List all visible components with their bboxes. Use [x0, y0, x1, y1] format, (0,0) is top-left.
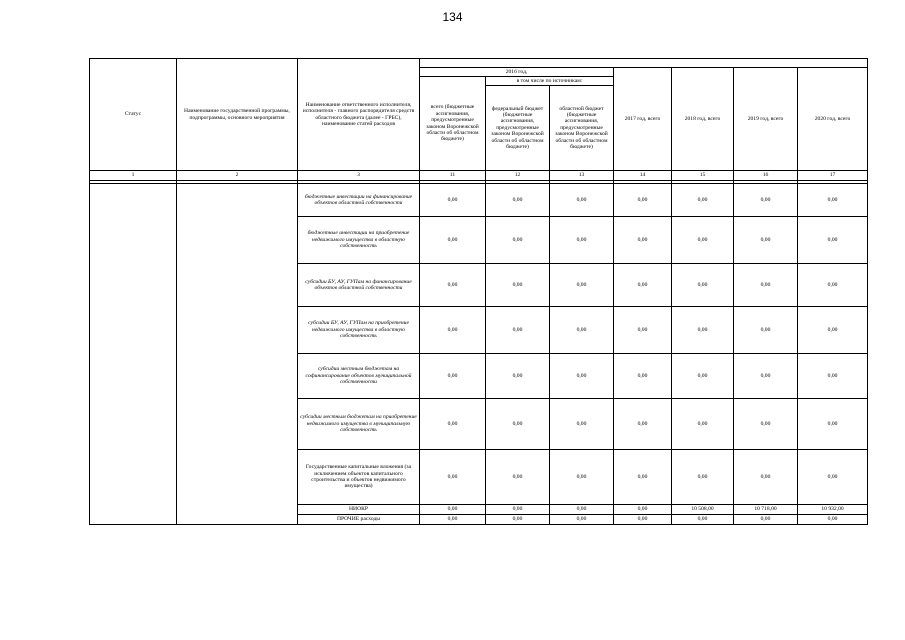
header-executor: Наименование ответственного исполнителя, исполнителя - главного распорядителя средств областного бюджета (далее - ГРБС), наименование статей расходов [298, 59, 420, 171]
value-cell: 0,00 [672, 399, 734, 450]
value-cell: 0,00 [734, 217, 798, 264]
value-cell: 0,00 [486, 515, 550, 525]
value-cell: 0,00 [550, 307, 614, 354]
value-cell: 0,00 [486, 307, 550, 354]
column-number: 14 [614, 171, 672, 181]
column-number: 16 [734, 171, 798, 181]
value-cell: 0,00 [420, 217, 486, 264]
value-cell: 0,00 [734, 515, 798, 525]
header-program: Наименование государственной программы, подпрограммы, основного мероприятия [177, 59, 298, 171]
value-cell: 0,00 [486, 354, 550, 399]
header-2017: 2017 год, всего [614, 68, 672, 171]
value-cell: 0,00 [486, 399, 550, 450]
header-spacer-row [90, 59, 868, 68]
column-number: 1 [90, 171, 177, 181]
column-number: 15 [672, 171, 734, 181]
value-cell: 0,00 [550, 354, 614, 399]
value-cell: 0,00 [734, 184, 798, 217]
value-cell: 0,00 [486, 505, 550, 515]
value-cell: 0,00 [672, 307, 734, 354]
column-number: 17 [798, 171, 868, 181]
value-cell: 0,00 [486, 184, 550, 217]
header-year-2016: 2016 год, [420, 68, 614, 77]
header-2018: 2018 год, всего [672, 68, 734, 171]
value-cell: 0,00 [672, 354, 734, 399]
value-cell: 0,00 [550, 450, 614, 505]
value-cell: 0,00 [672, 264, 734, 307]
value-cell: 0,00 [614, 505, 672, 515]
value-cell: 0,00 [734, 307, 798, 354]
value-cell: 10 508,00 [672, 505, 734, 515]
value-cell: 0,00 [734, 450, 798, 505]
value-cell: 0,00 [420, 184, 486, 217]
value-cell: 0,00 [420, 450, 486, 505]
value-cell: 0,00 [550, 184, 614, 217]
expense-item-label: субсидии местным бюджетам на софинансирование объектов муниципальной собственности [298, 354, 420, 399]
expense-item-label: субсидии БУ, АУ, ГУПам на приобретение недвижимого имущества в областную собственность [298, 307, 420, 354]
value-cell: 0,00 [614, 264, 672, 307]
header-federal: федеральный бюджет (бюджетные ассигнования, предусмотренные законом Воронежской области об областном бюджете) [486, 86, 550, 171]
value-cell: 0,00 [614, 307, 672, 354]
value-cell: 0,00 [420, 505, 486, 515]
header-regional: областной бюджет (бюджетные ассигнования, предусмотренные законом Воронежской области об областном бюджете) [550, 86, 614, 171]
value-cell: 0,00 [672, 515, 734, 525]
value-cell: 0,00 [550, 515, 614, 525]
value-cell: 0,00 [798, 450, 868, 505]
value-cell: 0,00 [486, 450, 550, 505]
value-cell: 0,00 [614, 399, 672, 450]
value-cell: 0,00 [672, 184, 734, 217]
value-cell: 0,00 [550, 264, 614, 307]
value-cell: 0,00 [734, 399, 798, 450]
value-cell: 0,00 [672, 217, 734, 264]
value-cell: 0,00 [614, 450, 672, 505]
value-cell: 0,00 [614, 184, 672, 217]
value-cell: 10 932,00 [798, 505, 868, 515]
status-cell [90, 184, 177, 525]
value-cell: 0,00 [420, 264, 486, 307]
expense-item-label: НИОКР [298, 505, 420, 515]
value-cell: 0,00 [798, 354, 868, 399]
column-number-row [90, 171, 868, 181]
page-number: 134 [442, 10, 463, 24]
table-row [90, 184, 868, 217]
column-number: 3 [298, 171, 420, 181]
value-cell: 0,00 [734, 264, 798, 307]
value-cell: 0,00 [420, 307, 486, 354]
value-cell: 0,00 [486, 217, 550, 264]
value-cell: 0,00 [420, 399, 486, 450]
value-cell: 0,00 [672, 450, 734, 505]
value-cell: 0,00 [614, 354, 672, 399]
value-cell: 10 718,00 [734, 505, 798, 515]
expense-item-label: субсидии местным бюджетам на приобретение недвижимого имущества в муниципальную собственность [298, 399, 420, 450]
program-cell [177, 184, 298, 525]
header-blank-top [420, 59, 868, 68]
expense-item-label: бюджетные инвестиции на приобретение недвижимого имущества в областную собственность [298, 217, 420, 264]
value-cell: 0,00 [798, 399, 868, 450]
value-cell: 0,00 [798, 217, 868, 264]
value-cell: 0,00 [614, 515, 672, 525]
column-number: 11 [420, 171, 486, 181]
column-number: 12 [486, 171, 550, 181]
column-number: 13 [550, 171, 614, 181]
header-2019: 2019 год, всего [734, 68, 798, 171]
value-cell: 0,00 [798, 264, 868, 307]
value-cell: 0,00 [550, 399, 614, 450]
value-cell: 0,00 [798, 515, 868, 525]
value-cell: 0,00 [734, 354, 798, 399]
expense-item-label: Государственные капитальные вложения (за исключением объектов капитального строительства и объектов недвижимого имущества) [298, 450, 420, 505]
value-cell: 0,00 [798, 184, 868, 217]
value-cell: 0,00 [798, 307, 868, 354]
budget-table [89, 58, 868, 525]
header-sources: в том числе по источникам: [486, 77, 614, 86]
header-2020: 2020 год, всего [798, 68, 868, 171]
header-status: Статус [90, 59, 177, 171]
value-cell: 0,00 [420, 515, 486, 525]
expense-item-label: бюджетные инвестиции на финансирование объектов областной собственности [298, 184, 420, 217]
header-total-2016: всего (бюджетные ассигнования, предусмотренные законом Воронежской области об областном бюджете) [420, 77, 486, 171]
value-cell: 0,00 [550, 505, 614, 515]
value-cell: 0,00 [614, 217, 672, 264]
expense-item-label: субсидии БУ, АУ, ГУПам на финансирование объектов областной собственности [298, 264, 420, 307]
value-cell: 0,00 [420, 354, 486, 399]
column-number: 2 [177, 171, 298, 181]
expense-item-label: ПРОЧИЕ расходы [298, 515, 420, 525]
value-cell: 0,00 [550, 217, 614, 264]
value-cell: 0,00 [486, 264, 550, 307]
